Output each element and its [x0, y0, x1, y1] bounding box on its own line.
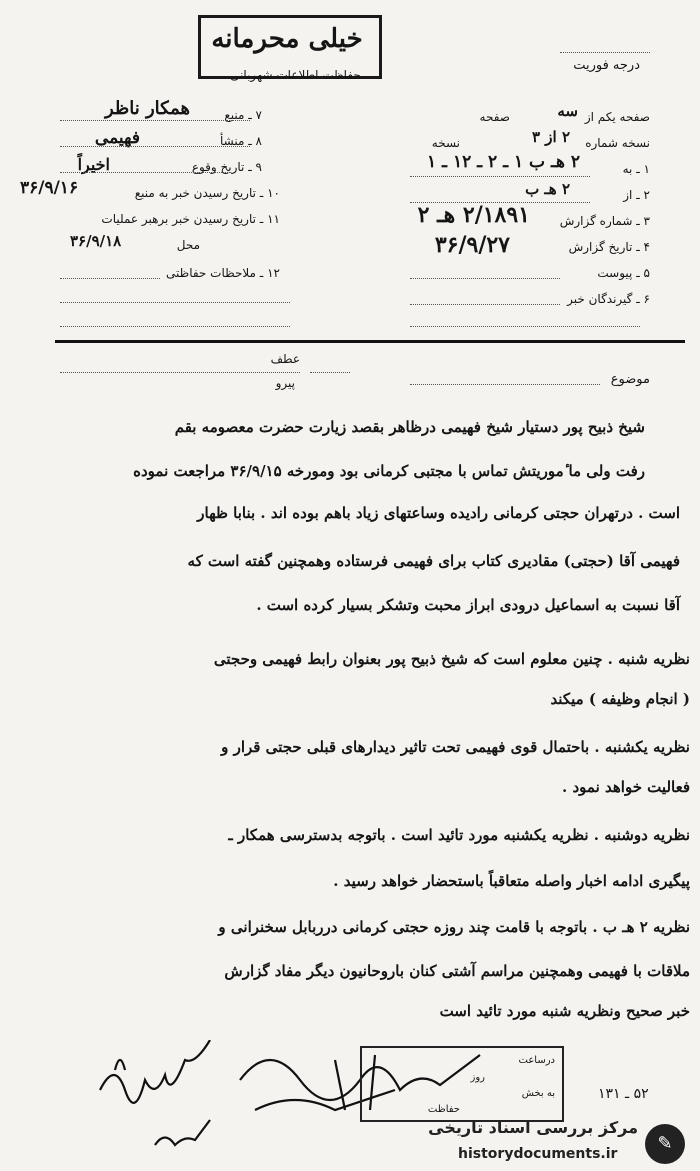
- receipt-stamp-line: حفاظت: [427, 1104, 460, 1115]
- body-line: آقا نسبت به اسماعیل درودی ابراز محبت وتشکر بسیار کرده است .: [256, 596, 680, 614]
- field-place-label: محل: [176, 238, 200, 252]
- report-date-label: ۴ ـ تاریخ گزارش: [568, 240, 650, 254]
- copy-number-suffix: نسخه: [431, 136, 460, 150]
- body-line: نظریه ۲ هـ ب . باتوجه با قامت چند روزه حجتی کرمانی درربابل سخنرانی و: [218, 918, 690, 936]
- body-line: نظریه شنبه . چنین معلوم است که شیخ ذبیح پور بعنوان رابط فهیمی وحجتی: [213, 650, 690, 668]
- dotted-line: [60, 302, 290, 303]
- signature-left: [95, 1040, 225, 1150]
- body-line: فهیمی آقا (حجتی) مقادیری کتاب برای فهیمی فرستاده وهمچنین گفته است که: [187, 552, 680, 570]
- body-line: پیگیری ادامه اخبار واصله متعاقباً باستحضار خواهد رسید .: [333, 872, 690, 890]
- document-code: ۵۲ ـ ۱۳۱: [598, 1086, 649, 1102]
- body-line: رفت ولی ما ٔموریتش تماس با مجتبی کرمانی بود ومورخه ۳۶/۹/۱۵ مراجعت نموده: [133, 462, 645, 480]
- field-ops-date-label: ۱۱ ـ تاریخ رسیدن خبر برهبر عملیات: [101, 212, 280, 226]
- field-source-label: ۷ ـ منبع: [224, 108, 262, 122]
- dotted-line: [60, 120, 250, 121]
- dotted-line: [410, 176, 590, 177]
- subject-label: موضوع: [610, 372, 650, 387]
- copy-number-label: نسخه شماره: [585, 136, 650, 150]
- dotted-line: [310, 372, 350, 373]
- header-separator: [55, 340, 685, 343]
- report-date-value: ۳۶/۹/۲۷: [434, 232, 510, 258]
- recipients-label: ۶ ـ گیرندگان خبر: [567, 292, 650, 306]
- dotted-line: [60, 372, 300, 373]
- page-of-label: صفحه یکم از: [584, 110, 650, 124]
- reference-label: عطف: [270, 352, 300, 366]
- attachment-label: ۵ ـ پیوست: [597, 266, 650, 280]
- archive-logo-icon: ✎: [645, 1124, 685, 1164]
- dotted-line: [60, 172, 230, 173]
- field-origin-value: فهیمی: [94, 128, 140, 148]
- field-from-value: ۲ هـ ب: [525, 180, 570, 198]
- body-line: ملاقات با فهیمی وهمچنین مراسم آشتی کنان باروحانیون دیگر مفاد گزارش: [224, 962, 690, 980]
- field-source-date-value: ۳۶/۹/۱۶: [20, 178, 79, 198]
- report-number-value: ۲/۱۸۹۱ هـ ۲: [417, 202, 530, 228]
- field-origin-label: ۸ ـ منشأ: [219, 134, 262, 148]
- priority-line: [560, 52, 650, 53]
- dotted-line: [410, 384, 600, 385]
- field-from-label: ۲ ـ از: [623, 188, 650, 202]
- field-source-value: همکار ناظر: [104, 98, 190, 119]
- dotted-line: [60, 278, 160, 279]
- watermark-title: مرکز بررسی اسناد تاریخی: [428, 1118, 638, 1137]
- dotted-line: [410, 326, 640, 327]
- body-line: نظریه دوشنبه . نظریه یکشنبه مورد تائید است . باتوجه بدسترسی همکار ـ: [228, 826, 690, 844]
- stamp-subtext: حفاظت اطلاعات شهربانی: [230, 68, 361, 82]
- body-line: ( انجام وظیفه ) میکند: [550, 690, 690, 708]
- field-source-date-label: ۱۰ ـ تاریخ رسیدن خبر به منبع: [134, 186, 280, 200]
- field-to-label: ۱ ـ به: [622, 162, 650, 176]
- dotted-line: [410, 304, 560, 305]
- dotted-line: [60, 326, 290, 327]
- field-to-value: ۲ هـ ب ۱ ـ ۲ ـ ۱۲ ـ ۱: [426, 152, 580, 172]
- field-security-notes-label: ۱۲ ـ ملاحظات حفاظتی: [166, 266, 280, 280]
- page-of-value: سه: [557, 102, 578, 120]
- report-number-label: ۳ ـ شماره گزارش: [559, 214, 650, 228]
- body-line: است . درتهران حجتی کرمانی رادیده وساعتهای زیاد باهم بوده اند . بنابا ظهار: [197, 504, 680, 522]
- body-line: خبر صحیح ونظریه شنبه مورد تائید است: [439, 1002, 690, 1020]
- receipt-stamp-line: درساعت: [518, 1055, 555, 1066]
- priority-label: درجه فوریت: [573, 58, 640, 73]
- receipt-stamp-line: روز: [470, 1072, 485, 1083]
- body-line: شیخ ذبیح پور دستیار شیخ فهیمی درظاهر بقصد زیارت حضرت معصومه بقم: [174, 418, 645, 436]
- field-event-date-value: اخیراً: [77, 155, 110, 174]
- copy-number-value: ۲ از ۳: [532, 128, 570, 146]
- field-ops-date-value: ۳۶/۹/۱۸: [70, 232, 122, 250]
- watermark-url[interactable]: historydocuments.ir: [458, 1146, 618, 1162]
- body-line: نظریه یکشنبه . باحتمال قوی فهیمی تحت تاثیر دیدارهای قبلی حجتی قرار و: [221, 738, 690, 756]
- classification-stamp: خیلی محرمانه: [211, 24, 363, 54]
- dotted-line: [410, 278, 560, 279]
- receipt-stamp-line: به بخش: [521, 1088, 555, 1099]
- field-event-date-label: ۹ ـ تاریخ وقوع: [191, 160, 262, 174]
- body-line: فعالیت خواهد نمود .: [562, 778, 690, 796]
- followup-label: پیرو: [275, 376, 295, 390]
- dotted-line: [60, 146, 250, 147]
- page-of-suffix: صفحه: [479, 110, 510, 124]
